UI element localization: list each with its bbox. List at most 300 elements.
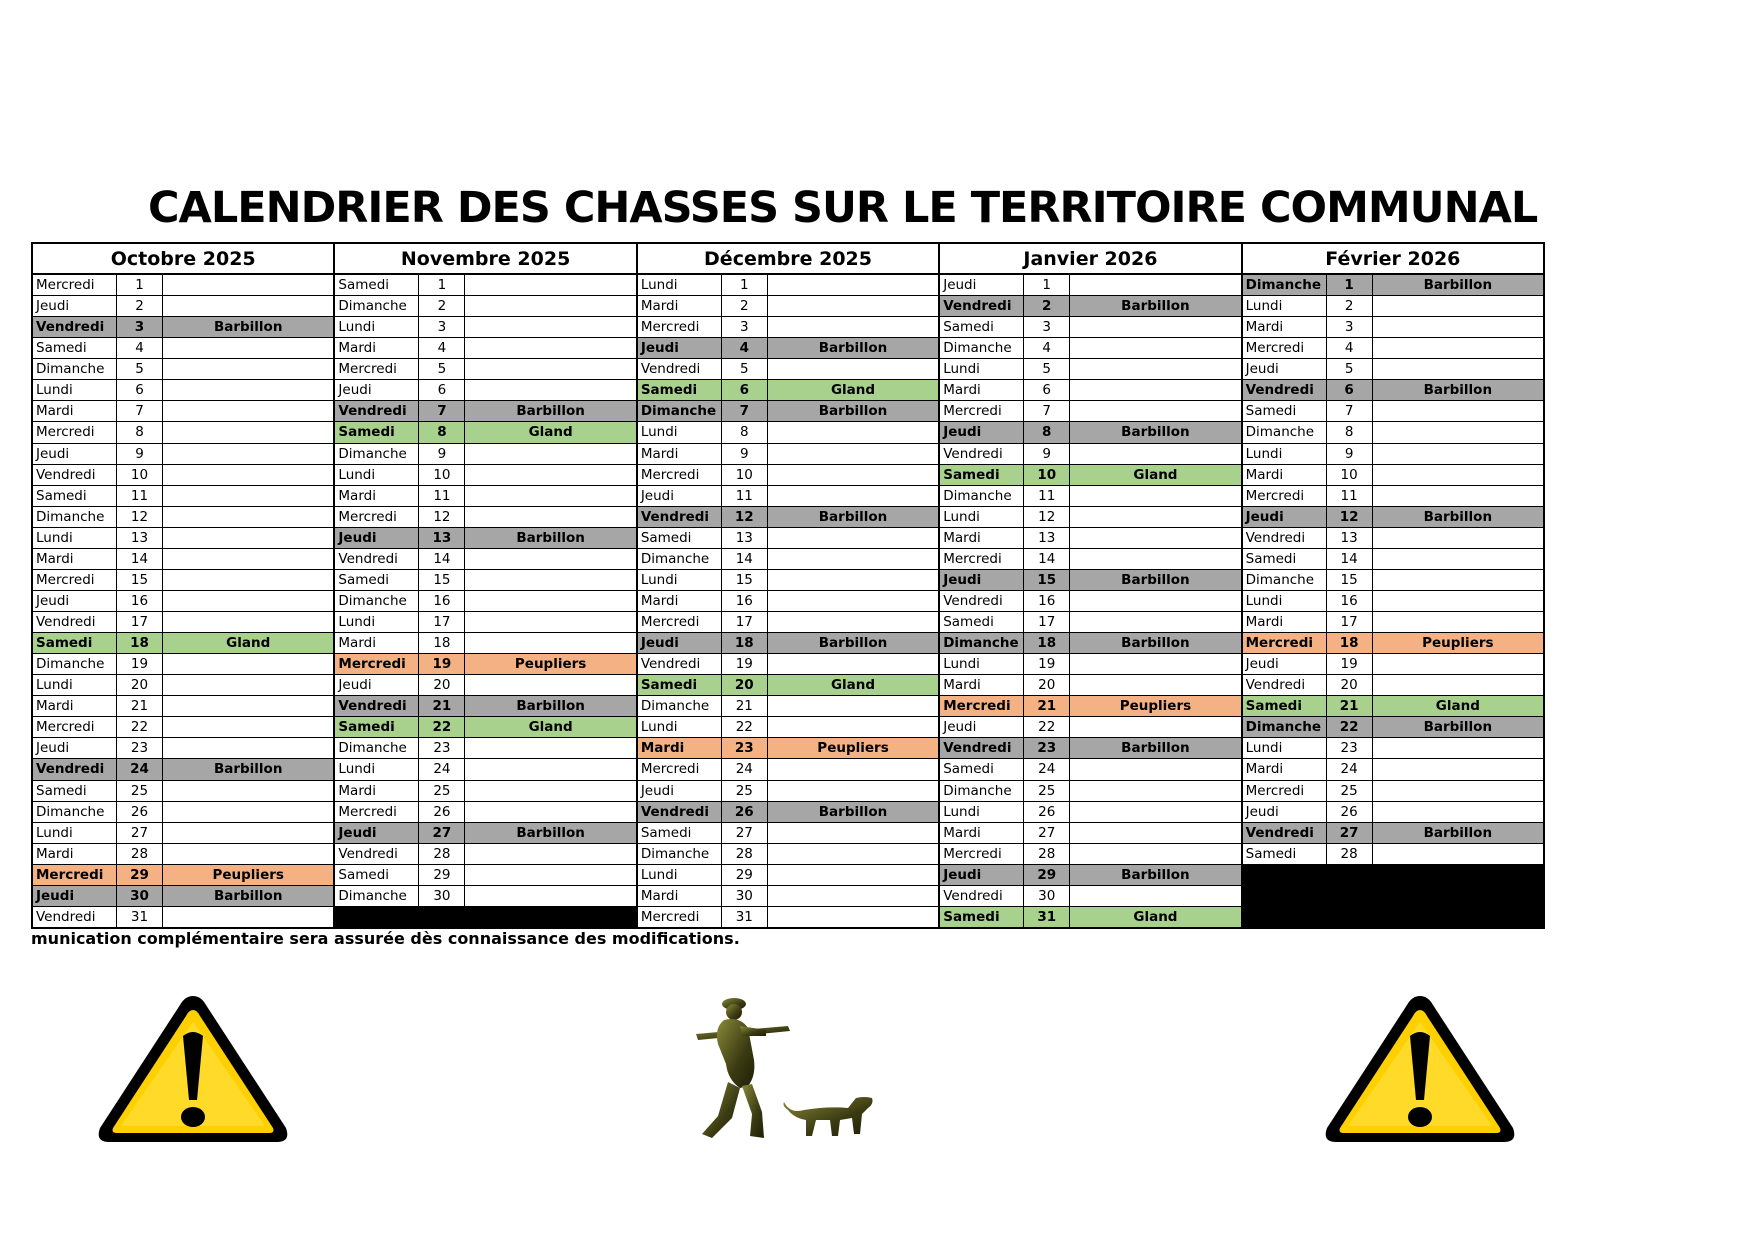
day-name-cell: Samedi [1243, 844, 1327, 864]
day-number-cell: 22 [117, 717, 163, 737]
day-name-cell: Mardi [33, 696, 117, 716]
hunt-location-cell [1373, 401, 1543, 421]
hunter-with-dog-icon [688, 994, 888, 1146]
day-number-cell: 10 [419, 465, 465, 485]
day-name-cell: Mercredi [335, 654, 419, 674]
hunt-location-cell: Barbillon [1121, 424, 1190, 441]
day-name-cell: Samedi [33, 338, 117, 358]
day-row [1243, 338, 1543, 359]
hunt-location-cell: Gland [226, 635, 271, 652]
day-row [638, 465, 938, 486]
day-row [638, 675, 938, 696]
day-name-cell: Mercredi [1243, 338, 1327, 358]
day-name-cell: Samedi [940, 317, 1024, 337]
hunt-location-cell: Barbillon [1423, 719, 1493, 736]
hunt-location-cell [768, 759, 938, 779]
day-name-cell: Jeudi [335, 675, 419, 695]
day-number-cell: 18 [117, 633, 163, 653]
hunt-location-cell [163, 675, 333, 695]
footnote: munication complémentaire sera assurée dès connaissance des modifications. [31, 929, 740, 948]
hunt-location-cell [1070, 675, 1240, 695]
hunt-location-cell [1373, 802, 1543, 822]
day-number-cell: 15 [419, 570, 465, 590]
day-row [940, 717, 1240, 738]
hunt-location-cell [768, 823, 938, 843]
day-number-cell: 7 [1024, 401, 1070, 421]
day-number-cell: 23 [1024, 738, 1070, 758]
hunt-location-cell [465, 591, 635, 611]
hunt-location-cell [1373, 422, 1543, 442]
day-name-cell: Lundi [638, 422, 722, 442]
day-number-cell: 1 [1024, 275, 1070, 295]
day-number-cell [419, 907, 465, 927]
hunt-location-cell [1070, 717, 1240, 737]
day-name-cell: Vendredi [940, 296, 1024, 316]
hunt-location-cell [768, 865, 938, 885]
hunt-location-cell [163, 444, 333, 464]
hunt-location-cell [465, 886, 635, 906]
day-number-cell: 10 [1024, 465, 1070, 485]
day-name-cell: Samedi [33, 781, 117, 801]
day-row [638, 338, 938, 359]
day-name-cell: Mardi [638, 886, 722, 906]
hunt-location-cell [1070, 759, 1240, 779]
hunt-location-cell: Gland [528, 719, 573, 736]
day-row [638, 633, 938, 654]
day-row [1243, 422, 1543, 443]
day-number-cell: 26 [419, 802, 465, 822]
day-row [638, 865, 938, 886]
day-number-cell: 16 [1327, 591, 1373, 611]
hunt-location-cell [163, 591, 333, 611]
day-row [638, 570, 938, 591]
day-name-cell: Samedi [335, 422, 419, 442]
day-row [1243, 296, 1543, 317]
day-row [335, 317, 635, 338]
day-row [638, 759, 938, 780]
day-number-cell: 8 [722, 422, 768, 442]
day-name-cell: Jeudi [33, 444, 117, 464]
day-name-cell: Vendredi [33, 317, 117, 337]
day-number-cell: 6 [722, 380, 768, 400]
day-row [638, 907, 938, 927]
day-number-cell: 15 [722, 570, 768, 590]
hunt-location-cell [1373, 865, 1543, 885]
day-name-cell: Samedi [638, 528, 722, 548]
day-row [335, 296, 635, 317]
day-row [940, 507, 1240, 528]
day-number-cell: 22 [722, 717, 768, 737]
day-number-cell: 24 [117, 759, 163, 779]
hunt-location-cell: Barbillon [516, 403, 585, 420]
day-number-cell: 29 [419, 865, 465, 885]
day-number-cell: 20 [1327, 675, 1373, 695]
day-number-cell: 11 [1327, 486, 1373, 506]
hunt-location-cell [768, 844, 938, 864]
day-row [33, 591, 333, 612]
day-number-cell: 22 [1024, 717, 1070, 737]
day-row [940, 907, 1240, 927]
hunt-location-cell [163, 528, 333, 548]
day-number-cell: 2 [1024, 296, 1070, 316]
day-number-cell: 2 [419, 296, 465, 316]
day-row [335, 717, 635, 738]
day-row [33, 401, 333, 422]
hunt-location-cell: Gland [1133, 466, 1178, 483]
day-number-cell: 29 [722, 865, 768, 885]
hunt-location-cell [1070, 654, 1240, 674]
hunt-location-cell [768, 570, 938, 590]
day-name-cell: Dimanche [335, 296, 419, 316]
hunt-location-cell [1070, 528, 1240, 548]
day-name-cell: Samedi [638, 823, 722, 843]
day-number-cell: 16 [117, 591, 163, 611]
day-name-cell: Mercredi [940, 549, 1024, 569]
day-row [335, 422, 635, 443]
day-name-cell: Dimanche [940, 338, 1024, 358]
day-number-cell: 8 [1024, 422, 1070, 442]
day-row [335, 759, 635, 780]
day-number-cell: 12 [117, 507, 163, 527]
day-name-cell: Vendredi [940, 886, 1024, 906]
day-row [940, 444, 1240, 465]
hunt-location-cell [1070, 275, 1240, 295]
hunt-location-cell [1070, 612, 1240, 632]
day-number-cell: 11 [419, 486, 465, 506]
day-name-cell: Vendredi [33, 612, 117, 632]
day-row [335, 886, 635, 907]
hunt-location-cell [163, 275, 333, 295]
day-number-cell: 4 [722, 338, 768, 358]
day-name-cell: Mercredi [638, 907, 722, 927]
day-row [335, 507, 635, 528]
day-name-cell: Dimanche [33, 802, 117, 822]
day-row [638, 401, 938, 422]
day-row [1243, 759, 1543, 780]
day-number-cell: 25 [1327, 781, 1373, 801]
day-name-cell: Mercredi [33, 570, 117, 590]
day-name-cell: Dimanche [33, 359, 117, 379]
day-row [940, 422, 1240, 443]
hunt-location-cell [1373, 465, 1543, 485]
day-number-cell: 25 [117, 781, 163, 801]
day-number-cell: 9 [722, 444, 768, 464]
day-row [638, 507, 938, 528]
hunt-location-cell [465, 486, 635, 506]
day-number-cell: 13 [1024, 528, 1070, 548]
hunt-location-cell [768, 591, 938, 611]
day-row [1243, 570, 1543, 591]
day-number-cell: 14 [1024, 549, 1070, 569]
day-row [1243, 359, 1543, 380]
day-row [33, 759, 333, 780]
day-number-cell: 23 [1327, 738, 1373, 758]
day-number-cell: 23 [722, 738, 768, 758]
day-number-cell: 7 [117, 401, 163, 421]
hunt-location-cell [1373, 591, 1543, 611]
day-name-cell [1243, 886, 1327, 906]
day-name-cell: Dimanche [638, 696, 722, 716]
day-row [940, 570, 1240, 591]
day-row [1243, 738, 1543, 759]
day-name-cell: Samedi [940, 759, 1024, 779]
day-number-cell: 28 [1327, 844, 1373, 864]
day-name-cell: Vendredi [1243, 823, 1327, 843]
day-number-cell: 17 [1024, 612, 1070, 632]
day-row [33, 738, 333, 759]
day-name-cell: Vendredi [638, 507, 722, 527]
hunt-location-cell [1070, 549, 1240, 569]
day-number-cell: 27 [419, 823, 465, 843]
day-row [638, 654, 938, 675]
day-number-cell: 25 [419, 781, 465, 801]
hunt-location-cell [163, 296, 333, 316]
day-row [335, 570, 635, 591]
day-name-cell: Samedi [33, 633, 117, 653]
day-row [1243, 444, 1543, 465]
day-row [638, 444, 938, 465]
day-row [33, 781, 333, 802]
day-number-cell: 17 [1327, 612, 1373, 632]
hunt-location-cell: Barbillon [1121, 571, 1190, 588]
day-name-cell: Mardi [940, 823, 1024, 843]
hunt-location-cell [1373, 549, 1543, 569]
empty-day-row [1243, 886, 1543, 907]
hunt-location-cell [465, 759, 635, 779]
hunt-location-cell [163, 422, 333, 442]
day-name-cell: Mercredi [638, 317, 722, 337]
day-name-cell: Dimanche [335, 886, 419, 906]
day-name-cell: Samedi [638, 380, 722, 400]
day-row [940, 696, 1240, 717]
hunt-location-cell: Barbillon [1121, 866, 1190, 883]
day-name-cell: Mercredi [940, 401, 1024, 421]
hunt-location-cell: Barbillon [1423, 824, 1493, 841]
day-name-cell: Lundi [940, 359, 1024, 379]
day-number-cell: 7 [1327, 401, 1373, 421]
day-row [33, 612, 333, 633]
day-row [940, 781, 1240, 802]
day-number-cell: 9 [1024, 444, 1070, 464]
hunt-location-cell [163, 654, 333, 674]
day-row [33, 507, 333, 528]
day-name-cell: Lundi [335, 317, 419, 337]
day-row [638, 528, 938, 549]
day-row [638, 696, 938, 717]
day-row [335, 802, 635, 823]
day-number-cell: 27 [1024, 823, 1070, 843]
day-number-cell: 2 [1327, 296, 1373, 316]
day-number-cell: 21 [419, 696, 465, 716]
day-row [335, 338, 635, 359]
day-name-cell: Dimanche [638, 549, 722, 569]
day-name-cell: Lundi [1243, 444, 1327, 464]
day-name-cell: Dimanche [33, 507, 117, 527]
day-row [335, 380, 635, 401]
day-name-cell: Samedi [940, 907, 1024, 927]
hunt-location-cell: Barbillon [818, 635, 888, 652]
day-number-cell: 13 [1327, 528, 1373, 548]
day-row [33, 844, 333, 865]
hunt-location-cell: Barbillon [516, 698, 585, 715]
day-name-cell: Mercredi [1243, 486, 1327, 506]
day-row [940, 654, 1240, 675]
day-name-cell: Mardi [335, 338, 419, 358]
hunt-location-cell: Barbillon [818, 340, 888, 357]
day-row [335, 591, 635, 612]
day-number-cell: 25 [1024, 781, 1070, 801]
day-name-cell: Vendredi [335, 549, 419, 569]
day-number-cell: 5 [722, 359, 768, 379]
hunt-location-cell: Peupliers [1119, 698, 1192, 715]
day-row [940, 380, 1240, 401]
day-number-cell: 15 [1024, 570, 1070, 590]
day-row [33, 865, 333, 886]
day-row [940, 317, 1240, 338]
day-number-cell: 28 [722, 844, 768, 864]
day-row [638, 591, 938, 612]
day-number-cell: 19 [722, 654, 768, 674]
hunt-location-cell [1373, 296, 1543, 316]
page-title: CALENDRIER DES CHASSES SUR LE TERRITOIRE COMMUNAL [148, 183, 1538, 233]
day-number-cell: 5 [117, 359, 163, 379]
day-number-cell: 6 [1024, 380, 1070, 400]
hunt-location-cell [768, 528, 938, 548]
hunt-location-cell [1373, 486, 1543, 506]
day-row [1243, 612, 1543, 633]
day-row [638, 317, 938, 338]
day-name-cell: Mercredi [1243, 781, 1327, 801]
day-number-cell: 1 [722, 275, 768, 295]
day-row [33, 823, 333, 844]
day-name-cell: Vendredi [1243, 380, 1327, 400]
hunt-location-cell [768, 465, 938, 485]
day-row [1243, 507, 1543, 528]
hunt-location-cell: Peupliers [1422, 635, 1494, 652]
day-row [940, 275, 1240, 296]
day-number-cell: 26 [117, 802, 163, 822]
hunt-location-cell [163, 465, 333, 485]
day-row [33, 486, 333, 507]
day-number-cell: 23 [117, 738, 163, 758]
hunt-location-cell [768, 612, 938, 632]
day-name-cell: Samedi [638, 675, 722, 695]
hunt-location-cell [163, 717, 333, 737]
day-number-cell: 14 [1327, 549, 1373, 569]
day-name-cell: Mardi [335, 486, 419, 506]
day-name-cell: Mercredi [940, 696, 1024, 716]
day-name-cell: Lundi [335, 612, 419, 632]
day-name-cell: Samedi [1243, 696, 1327, 716]
day-name-cell: Mercredi [33, 865, 117, 885]
day-number-cell: 14 [722, 549, 768, 569]
day-name-cell: Dimanche [335, 591, 419, 611]
day-number-cell: 12 [1024, 507, 1070, 527]
day-number-cell: 31 [117, 907, 163, 927]
day-name-cell: Samedi [335, 570, 419, 590]
day-number-cell: 3 [419, 317, 465, 337]
day-number-cell: 7 [722, 401, 768, 421]
day-name-cell: Dimanche [1243, 422, 1327, 442]
day-name-cell: Vendredi [1243, 528, 1327, 548]
day-number-cell: 27 [117, 823, 163, 843]
hunt-location-cell [163, 507, 333, 527]
day-number-cell: 13 [722, 528, 768, 548]
day-number-cell: 3 [722, 317, 768, 337]
day-name-cell: Jeudi [638, 633, 722, 653]
hunt-location-cell [465, 612, 635, 632]
day-name-cell: Dimanche [33, 654, 117, 674]
day-number-cell: 22 [419, 717, 465, 737]
day-name-cell: Lundi [1243, 591, 1327, 611]
day-number-cell: 13 [117, 528, 163, 548]
day-row [335, 781, 635, 802]
hunt-location-cell: Barbillon [1121, 740, 1190, 757]
hunt-location-cell [1070, 486, 1240, 506]
hunt-location-cell [768, 317, 938, 337]
day-name-cell: Mercredi [940, 844, 1024, 864]
day-row [33, 717, 333, 738]
day-row [1243, 654, 1543, 675]
day-number-cell: 15 [117, 570, 163, 590]
day-row [1243, 401, 1543, 422]
day-name-cell: Vendredi [638, 359, 722, 379]
hunt-location-cell: Gland [1435, 698, 1480, 715]
hunt-location-cell [1070, 591, 1240, 611]
day-row [940, 591, 1240, 612]
day-name-cell: Mercredi [638, 465, 722, 485]
day-row [33, 675, 333, 696]
day-name-cell: Lundi [638, 865, 722, 885]
day-number-cell: 14 [117, 549, 163, 569]
hunt-location-cell [1070, 317, 1240, 337]
hunt-location-cell [768, 444, 938, 464]
day-row [335, 865, 635, 886]
hunt-location-cell [1373, 359, 1543, 379]
day-row [335, 696, 635, 717]
day-number-cell: 11 [1024, 486, 1070, 506]
day-number-cell: 1 [1327, 275, 1373, 295]
day-row [940, 802, 1240, 823]
hunt-location-cell [465, 338, 635, 358]
day-number-cell [1327, 907, 1373, 927]
day-name-cell: Samedi [33, 486, 117, 506]
day-number-cell: 20 [419, 675, 465, 695]
day-row [33, 317, 333, 338]
day-name-cell: Lundi [940, 507, 1024, 527]
day-row [33, 444, 333, 465]
day-row [1243, 275, 1543, 296]
day-row [638, 844, 938, 865]
day-name-cell: Lundi [335, 465, 419, 485]
day-name-cell: Lundi [33, 528, 117, 548]
day-number-cell: 21 [1327, 696, 1373, 716]
day-name-cell: Lundi [33, 380, 117, 400]
day-number-cell: 23 [419, 738, 465, 758]
day-number-cell: 26 [1024, 802, 1070, 822]
hunt-location-cell: Peupliers [817, 740, 889, 757]
hunt-location-cell [1373, 886, 1543, 906]
day-row [33, 275, 333, 296]
day-row [33, 886, 333, 907]
hunt-location-cell [1070, 444, 1240, 464]
day-row [940, 823, 1240, 844]
day-number-cell: 5 [1024, 359, 1070, 379]
day-name-cell: Mercredi [33, 422, 117, 442]
day-row [1243, 823, 1543, 844]
day-number-cell: 27 [722, 823, 768, 843]
day-name-cell: Vendredi [33, 907, 117, 927]
